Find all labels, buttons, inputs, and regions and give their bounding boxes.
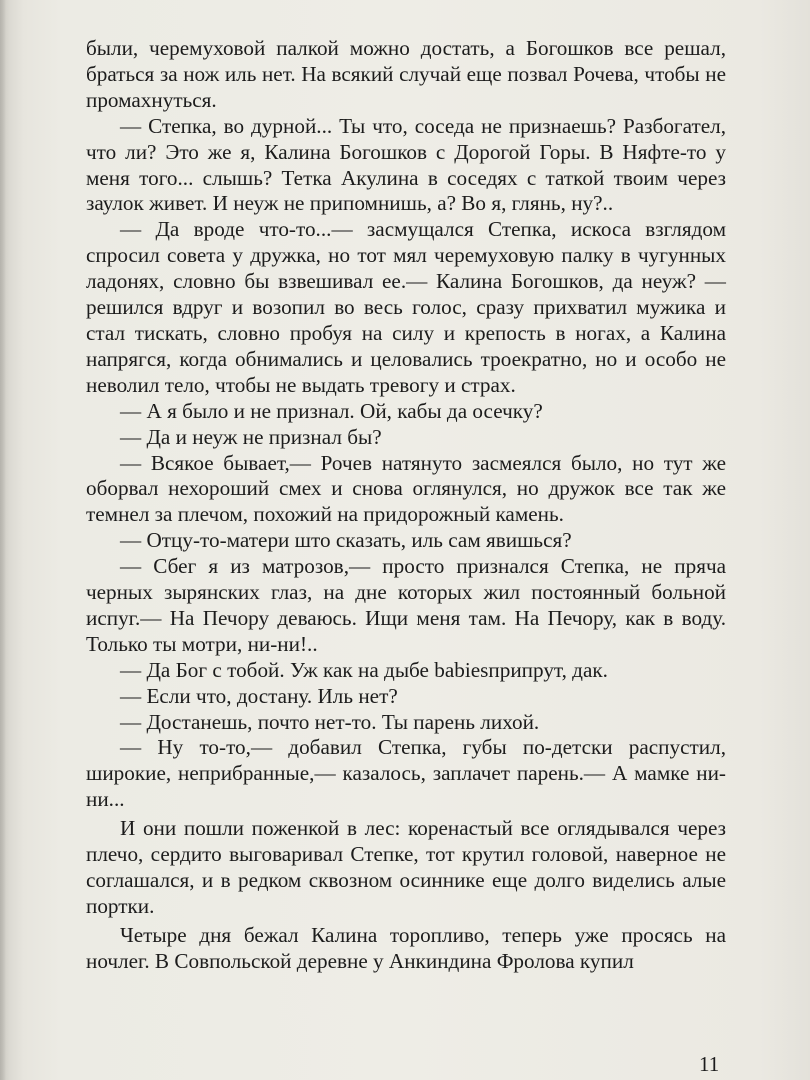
paragraph: — Да вроде что-то...— засмущался Степка, искоса взглядом спросил совета у дружка, но тот мял черемуховую палку в чугунных ладонях, словно бы взвешивал ее.— Калина Богошков, да неуж? — решился вдруг и возопил во весь голос, сразу прихватил мужика и стал тискать, словно пробуя на силу и крепость в ногах, а Калина напрягся, когда обнимались и целовались троекратно, но и особо не неволил тело, чтобы не выдать тревогу и страх.	[86, 217, 726, 397]
page-number: 11	[699, 1052, 720, 1076]
paragraph: — Если что, достану. Иль нет?	[120, 683, 398, 708]
paragraph: — А я было и не признал. Ой, кабы да осечку?	[120, 398, 543, 423]
paragraph: — Всякое бывает,— Рочев натянуто засмеялся было, но тут же оборвал нехороший смех и снова оглянулся, но дружок все так же темнел за плечом, похожий на придорожный камень.	[86, 450, 726, 527]
paragraph: — Отцу-то-матери што сказать, иль сам явишься?	[120, 528, 572, 553]
paragraph: были, черемуховой палкой можно достать, а Богошков все решал, браться за нож иль нет. На всякий случай еще позвал Рочева, чтобы не промахнуться.	[86, 36, 726, 112]
paragraph: — Достанешь, почто нет-то. Ты парень лихой.	[120, 709, 540, 734]
paragraph: — Да и неуж не признал бы?	[120, 424, 382, 449]
paragraph: Четыре дня бежал Калина торопливо, теперь уже просясь на ночлег. В Совпольской деревне у Анкиндина Фролова купил	[86, 922, 726, 973]
paragraph: — Сбег я из матрозов,— просто признался Степка, не пряча черных зырянских глаз, на дне которых жил постоянный больной испуг.— На Печору деваюсь. Ищи меня там. На Печору, как в воду. Только ты мотри, ни-ни!..	[86, 554, 726, 656]
paragraph: — Степка, во дурной... Ты что, соседа не признаешь? Разбогател, что ли? Это же я, Калина Богошков с Дорогой Горы. В Няфте-то у меня того... слышь? Тетка Акулина в соседях с таткой твоим через заулок живет. И неуж не припомнишь, а? Во я, глянь, ну?..	[86, 113, 726, 216]
page-gutter-shadow	[0, 0, 6, 1080]
paragraph: И они пошли поженкой в лес: коренастый все оглядывался через плечо, сердито выговаривал Степке, тот крутил головой, наверное не соглашался, и в редком сквозном осиннике еще долго виделись алые портки.	[86, 816, 726, 918]
paragraph: — Ну то-то,— добавил Степка, губы по-детски распустил, широкие, неприбранные,— казалось, заплачет парень.— А мамке ни-ни...	[86, 735, 726, 812]
book-page-text	[86, 36, 726, 975]
paragraph: — Да Бог с тобой. Уж как на дыбе babiesприпрут, дак.	[120, 657, 608, 682]
